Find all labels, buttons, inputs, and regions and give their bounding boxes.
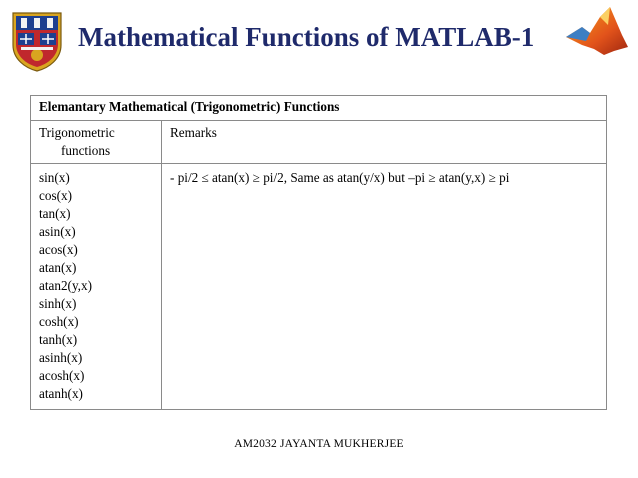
remarks-header: Remarks [162, 121, 607, 164]
slide-footer: AM2032 JAYANTA MUKHERJEE [234, 438, 404, 450]
function-item: atanh(x) [39, 386, 83, 401]
remark-text: - pi/2 ≤ atan(x) ≥ pi/2, Same as atan(y/x) but –pi ≥ atan(y,x) ≥ pi [170, 170, 510, 185]
matlab-logo [564, 5, 630, 59]
functions-list-cell [31, 164, 162, 410]
function-item: tan(x) [39, 206, 71, 221]
function-item: cosh(x) [39, 314, 79, 329]
functions-header-line2: functions [61, 143, 111, 158]
function-item: atan2(y,x) [39, 278, 92, 293]
functions-header-cell [31, 121, 162, 164]
function-item: tanh(x) [39, 332, 78, 347]
function-item: sinh(x) [39, 296, 77, 311]
remarks-cell [162, 164, 607, 410]
function-item: cos(x) [39, 188, 72, 203]
functions-table [30, 95, 607, 410]
function-item: sin(x) [39, 170, 70, 185]
function-item: acosh(x) [39, 368, 85, 383]
college-crest-logo [9, 11, 65, 73]
table-caption: Elemantary Mathematical (Trigonometric) Functions [31, 96, 607, 121]
function-item: asin(x) [39, 224, 76, 239]
function-item: asinh(x) [39, 350, 83, 365]
slide-title: Mathematical Functions of MATLAB-1 [78, 22, 535, 52]
functions-header-line1: Trigonometric [39, 125, 115, 140]
function-item: atan(x) [39, 260, 77, 275]
function-item: acos(x) [39, 242, 78, 257]
